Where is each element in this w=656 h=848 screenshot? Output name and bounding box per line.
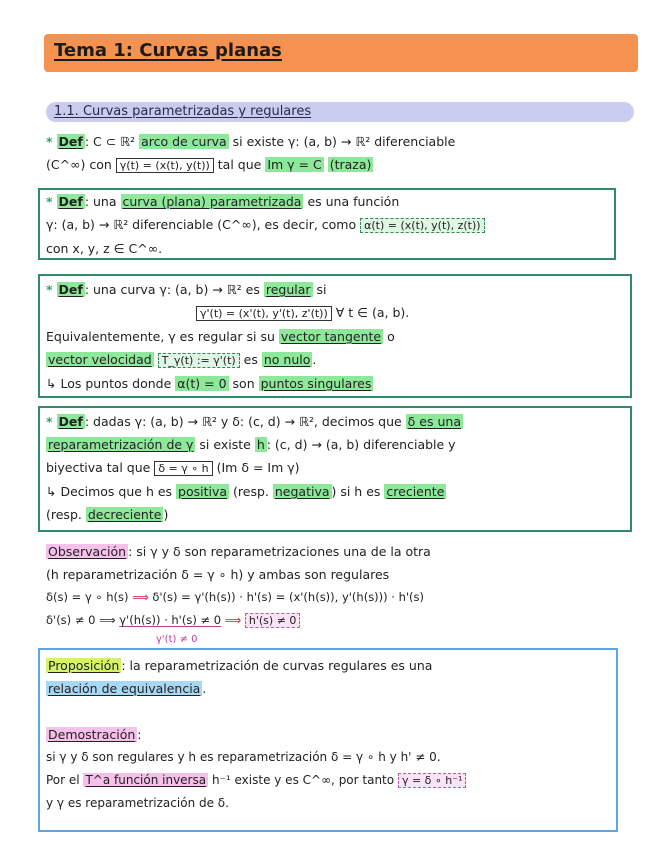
def-label: Def — [58, 194, 83, 209]
def-text: ↳ Decimos que h es — [46, 484, 173, 499]
def-text: si existe — [199, 437, 251, 452]
prop-text: . — [202, 681, 207, 696]
obs-text: δ'(s) ≠ 0 ⟹ — [46, 613, 116, 627]
def-label: Def — [58, 414, 83, 429]
proposition-label: Proposición — [48, 658, 120, 673]
highlight-term: Im γ = C — [267, 157, 322, 172]
def-text: ↳ Los puntos donde — [46, 376, 172, 391]
formula-box: γ(t) = (x(t), y(t)) — [116, 158, 214, 173]
highlight-term: (traza) — [329, 157, 372, 172]
definition-curva-parametrizada — [46, 190, 614, 260]
formula-box: α(t) = (x(t), y(t), z(t)) — [360, 218, 484, 233]
formula-box: T_γ(t) := γ'(t) — [158, 353, 240, 368]
definition-arco-de-curva — [46, 130, 636, 177]
highlight-term: puntos singulares — [260, 376, 372, 391]
def-text: : una — [84, 194, 117, 209]
obs-text: δ(s) = γ ∘ h(s) — [46, 590, 129, 604]
highlight-term: curva (plana) parametrizada — [122, 194, 302, 209]
highlight-term: decreciente — [87, 507, 162, 522]
def-text: : C ⊂ ℝ² — [84, 134, 136, 149]
page-title: Tema 1: Curvas planas — [54, 40, 282, 61]
proof-text: Por el — [46, 773, 80, 787]
implies-arrow: ⟹ — [132, 590, 149, 604]
observacion-block — [46, 540, 636, 646]
def-text: (C^∞) con — [46, 157, 112, 172]
obs-text: (h reparametrización δ = γ ∘ h) y ambas son regulares — [46, 567, 390, 582]
def-text: (resp. — [46, 507, 82, 522]
def-text: tal que — [217, 157, 262, 172]
obs-note: γ'(t) ≠ 0 — [156, 634, 198, 645]
highlight-term: positiva — [178, 484, 228, 499]
formula-box: h'(s) ≠ 0 — [245, 613, 301, 628]
def-text: Equivalentemente, γ es regular si su — [46, 329, 275, 344]
highlight-term: h — [256, 437, 265, 452]
def-text: con x, y, z ∈ C^∞. — [46, 241, 163, 256]
proof-text: y γ es reparametrización de δ. — [46, 796, 229, 810]
proposition-block — [46, 654, 612, 815]
highlight-term: α(t) = 0 — [177, 376, 227, 391]
def-label: Def — [58, 282, 83, 297]
observacion-label: Observación — [48, 544, 127, 559]
highlight-term: negativa — [274, 484, 330, 499]
implies-arrow: ⟹ — [224, 613, 242, 627]
highlight-term: no nulo — [263, 352, 311, 367]
formula-box: δ = γ ∘ h — [154, 461, 212, 476]
highlight-term: vector velocidad — [48, 352, 152, 367]
section-title: 1.1. Curvas parametrizadas y regulares — [54, 104, 312, 119]
def-text: es una función — [307, 194, 400, 209]
highlight-term: δ es una — [407, 414, 461, 429]
highlight-term: reparametrización de γ — [48, 437, 194, 452]
title-banner — [44, 34, 638, 72]
def-text: o — [387, 329, 395, 344]
def-text: si — [316, 282, 327, 297]
highlight-term: vector tangente — [280, 329, 382, 344]
def-text: : (c, d) → (a, b) diferenciable y — [266, 437, 456, 452]
proof-text: si γ y δ son regulares y h es reparametrización δ = γ ∘ h y h' ≠ 0. — [46, 750, 441, 764]
star-icon: * — [46, 282, 53, 297]
def-text: ) si h es — [331, 484, 381, 499]
def-text: : dadas γ: (a, b) → ℝ² y δ: (c, d) → ℝ², decimos que — [84, 414, 402, 429]
def-text: : una curva γ: (a, b) → ℝ² es — [84, 282, 260, 297]
formula-box: γ'(t) = (x'(t), y'(t), z'(t)) — [196, 306, 332, 321]
definition-reparametrizacion — [46, 410, 626, 526]
proof-text: h⁻¹ existe y es C^∞, por tanto — [211, 773, 395, 787]
highlight-term: relación de equivalencia — [48, 681, 201, 696]
highlight-term: arco de curva — [141, 134, 227, 149]
def-text: (resp. — [233, 484, 269, 499]
highlight-term: T^a función inversa — [85, 773, 207, 787]
def-text: son — [232, 376, 255, 391]
highlight-term: regular — [265, 282, 311, 297]
def-text: es — [243, 352, 258, 367]
prop-text: : la reparametrización de curvas regulares es una — [121, 658, 433, 673]
def-text: ∀ t ∈ (a, b). — [335, 305, 410, 320]
def-text: biyectiva tal que — [46, 460, 151, 475]
definition-regular — [46, 278, 626, 395]
def-text: γ: (a, b) → ℝ² diferenciable (C^∞), es decir, como — [46, 217, 357, 232]
star-icon: * — [46, 194, 53, 209]
def-text: . — [312, 352, 317, 367]
highlight-term: creciente — [386, 484, 445, 499]
prop-text: : — [137, 727, 142, 742]
def-text: si existe γ: (a, b) → ℝ² diferenciable — [232, 134, 456, 149]
obs-underlined: γ'(h(s)) · h'(s) ≠ 0 — [119, 613, 222, 627]
formula-box: γ = δ ∘ h⁻¹ — [398, 773, 467, 788]
star-icon: * — [46, 134, 53, 149]
section-banner — [46, 102, 634, 122]
def-text: (Im δ = Im γ) — [216, 460, 300, 475]
obs-text: δ'(s) = γ'(h(s)) · h'(s) = (x'(h(s)), y'(h(s))) · h'(s) — [152, 590, 425, 604]
star-icon: * — [46, 414, 53, 429]
def-label: Def — [58, 134, 83, 149]
def-text: ) — [163, 507, 169, 522]
obs-text: : si γ y δ son reparametrizaciones una de la otra — [128, 544, 431, 559]
demostracion-label: Demostración — [48, 727, 136, 742]
